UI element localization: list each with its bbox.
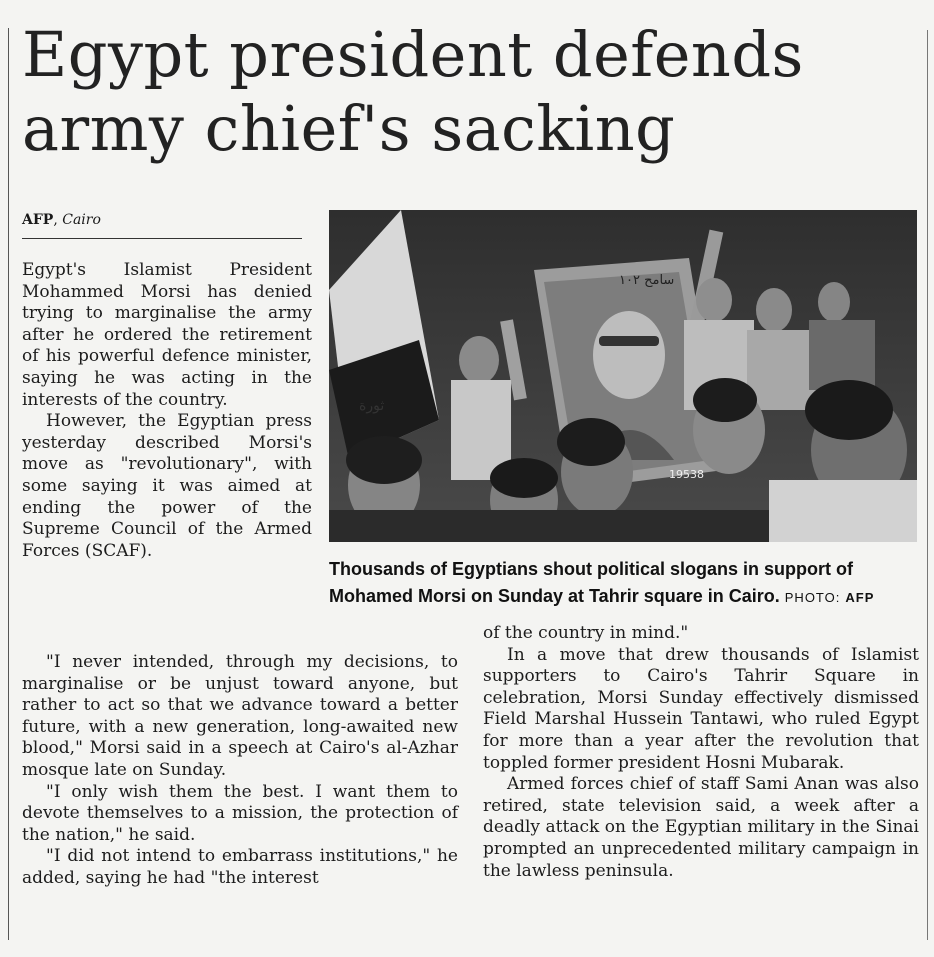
photo-credit-label: PHOTO: [784, 590, 841, 605]
paragraph: However, the Egyptian press yesterday described Morsi's move as "revolutionary", with some saying it was aimed at ending the power of the Supreme Council of the Armed Forces (SCAF). [22, 411, 312, 561]
article-column-1 [22, 260, 312, 562]
paragraph: "I did not intend to embarrass institutions," he added, saying he had "the interest [22, 846, 458, 888]
headline-line-2: army chief's sacking [22, 92, 676, 165]
headline-line-1: Egypt president defends [22, 18, 804, 91]
right-column-rule [927, 30, 928, 940]
paragraph: "I only wish them the best. I want them to devote themselves to a mission, the protection of the nation," he said. [22, 781, 458, 845]
article-column-2 [22, 652, 458, 890]
flag-text: ثورة [359, 398, 385, 414]
headline [22, 18, 922, 166]
left-column-rule [8, 28, 9, 940]
photo-caption [329, 556, 925, 611]
article-column-3 [483, 623, 919, 882]
news-photo [329, 210, 917, 542]
photo-credit-source: AFP [845, 590, 875, 605]
byline-source: AFP [22, 212, 54, 228]
crowd-photo-illustration [329, 210, 917, 542]
caption-text: Thousands of Egyptians shout political slogans in support of Mohamed Morsi on Sunday at Tahrir square in Cairo. [329, 559, 854, 606]
paragraph: Armed forces chief of staff Sami Anan was also retired, state television said, a week after a deadly attack on the Egyptian military in the Sinai prompted an unprecedented military campaign in the lawless peninsula. [483, 774, 919, 881]
paragraph: Egypt's Islamist President Mohammed Morsi has denied trying to marginalise the army after he ordered the retirement of his powerful defence minister, saying he was acting in the interests of the country. [22, 260, 312, 410]
byline-location: Cairo [62, 212, 101, 228]
placard-number: 19538 [669, 468, 704, 481]
placard-text: سامح ١٠٢ [619, 273, 675, 288]
paragraph: of the country in mind." [483, 623, 689, 643]
paragraph: "I never intended, through my decisions, to marginalise or be unjust toward anyone, but rather to act so that we advance toward a better future, with a new generation, long-awaited new blood," Morsi said in a speech at Cairo's al-Azhar mosque late on Sunday. [22, 652, 458, 780]
byline: AFP, Cairo [22, 212, 302, 239]
paragraph: In a move that drew thousands of Islamist supporters to Cairo's Tahrir Square in celebration, Morsi Sunday effectively dismissed Field Marshal Hussein Tantawi, who ruled Egypt for more than a year after the revolution that toppled former president Hosni Mubarak. [483, 644, 919, 773]
